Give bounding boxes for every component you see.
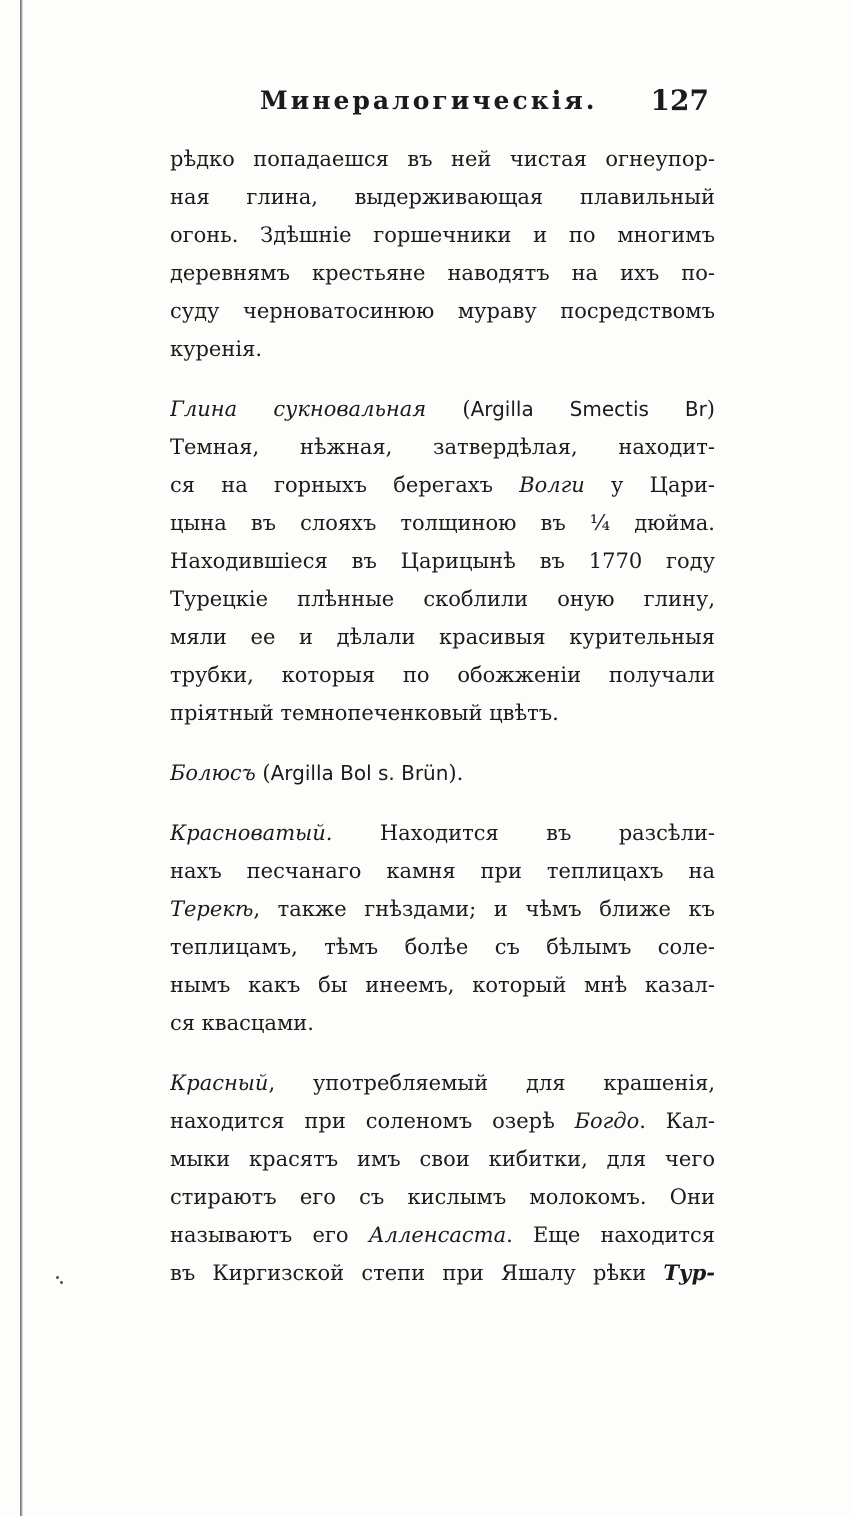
emphasis-text: Терекѣ	[170, 897, 254, 921]
line-text: нымъ какъ бы инеемъ, который мнѣ казал-	[170, 973, 715, 997]
emphasis-text: Глина сукновальная	[170, 397, 427, 421]
line-text: мяли ее и дѣлали красивыя курительныя	[170, 625, 715, 649]
line-text: ся квасцами.	[170, 1011, 314, 1035]
line-text: . Кал-	[639, 1109, 715, 1133]
text-line	[170, 140, 715, 178]
text-line	[170, 1064, 715, 1102]
text-line	[170, 1004, 715, 1042]
running-head	[170, 86, 715, 126]
text-line	[170, 1178, 715, 1216]
running-title: Минералогическія.	[260, 86, 598, 115]
text-line	[170, 618, 715, 656]
line-text: трубки, которыя по обожженіи получали	[170, 663, 715, 687]
line-text: цына въ слояхъ толщиною въ ¼ дюйма.	[170, 511, 715, 535]
emphasis-text: Тур-	[663, 1260, 715, 1285]
text-line	[170, 754, 715, 792]
body-text	[170, 140, 715, 1292]
line-text: называютъ его	[170, 1223, 369, 1247]
line-text: )	[706, 397, 715, 421]
line-text: мыки красятъ имъ свои кибитки, для чего	[170, 1147, 715, 1171]
text-line	[170, 504, 715, 542]
text-line	[170, 254, 715, 292]
text-line	[170, 694, 715, 732]
text-line	[170, 542, 715, 580]
line-text: Находится въ разсѣли-	[332, 821, 715, 845]
line-text: деревнямъ крестьяне наводятъ на ихъ по-	[170, 261, 715, 285]
text-line	[170, 330, 715, 368]
emphasis-text: Болюсъ	[170, 761, 256, 785]
text-line	[170, 890, 715, 928]
line-text: суду черноватосинюю мураву посредствомъ	[170, 299, 715, 323]
text-line	[170, 466, 715, 504]
line-text: ).	[448, 761, 464, 785]
line-text: Турецкіе плѣнные скоблили оную глину,	[170, 587, 715, 611]
paragraph-gap	[170, 368, 715, 390]
text-line	[170, 1102, 715, 1140]
paragraph	[170, 390, 715, 732]
paragraph	[170, 140, 715, 368]
line-text: теплицамъ, тѣмъ болѣе съ бѣлымъ соле-	[170, 935, 715, 959]
page-binding-edge	[20, 0, 23, 1516]
emphasis-text: Красный	[170, 1071, 269, 1095]
line-text: , употребляемый для крашенія,	[268, 1071, 715, 1095]
paragraph	[170, 754, 715, 792]
text-line	[170, 928, 715, 966]
line-text: ная глина, выдерживающая плавильный	[170, 185, 715, 209]
paper-speck	[60, 1281, 63, 1284]
line-text: въ Киргизской степи при Яшалу рѣки	[170, 1261, 664, 1285]
line-text: (	[255, 761, 271, 785]
text-line	[170, 428, 715, 466]
paragraph-gap	[170, 792, 715, 814]
text-line	[170, 1140, 715, 1178]
paragraph	[170, 814, 715, 1042]
text-line	[170, 1216, 715, 1254]
text-line	[170, 814, 715, 852]
line-text: Находившіеся въ Царицынѣ въ 1770 году	[170, 549, 715, 573]
paragraph-gap	[170, 732, 715, 754]
line-text: куренія.	[170, 337, 262, 361]
text-line	[170, 656, 715, 694]
text-line	[170, 580, 715, 618]
line-text: находится при соленомъ озерѣ	[170, 1109, 575, 1133]
text-line	[170, 852, 715, 890]
line-text: . Еще находится	[506, 1223, 715, 1247]
line-text: пріятный темнопеченковый цвѣтъ.	[170, 701, 559, 725]
line-text: ся на горныхъ берегахъ	[170, 473, 520, 497]
line-text: (	[426, 397, 471, 421]
line-text: рѣдко попадаешся въ ней чистая огнеупор-	[170, 147, 715, 171]
paragraph	[170, 1064, 715, 1292]
latin-term: Argilla Bol s. Brün	[270, 761, 449, 785]
text-line	[170, 178, 715, 216]
line-text: Темная, нѣжная, затвердѣлая, находит-	[170, 435, 715, 459]
text-line	[170, 1254, 715, 1292]
line-text: у Цари-	[584, 473, 715, 497]
latin-term: Argilla Smectis Br	[470, 397, 707, 421]
line-text: огонь. Здѣшніе горшечники и по многимъ	[170, 223, 715, 247]
emphasis-text: Богдо	[574, 1109, 640, 1133]
emphasis-text: Алленсаста	[368, 1223, 507, 1247]
emphasis-text: Красноватый.	[170, 821, 333, 845]
line-text: стираютъ его съ кислымъ молокомъ. Они	[170, 1185, 715, 1209]
paper-speck	[56, 1276, 59, 1279]
text-line	[170, 292, 715, 330]
text-line	[170, 966, 715, 1004]
page-number: 127	[650, 84, 709, 117]
line-text: , также гнѣздами; и чѣмъ ближе къ	[253, 897, 715, 921]
emphasis-text: Волги	[519, 473, 585, 497]
text-line	[170, 216, 715, 254]
text-line	[170, 390, 715, 428]
paragraph-gap	[170, 1042, 715, 1064]
line-text: нахъ песчанаго камня при теплицахъ на	[170, 859, 715, 883]
